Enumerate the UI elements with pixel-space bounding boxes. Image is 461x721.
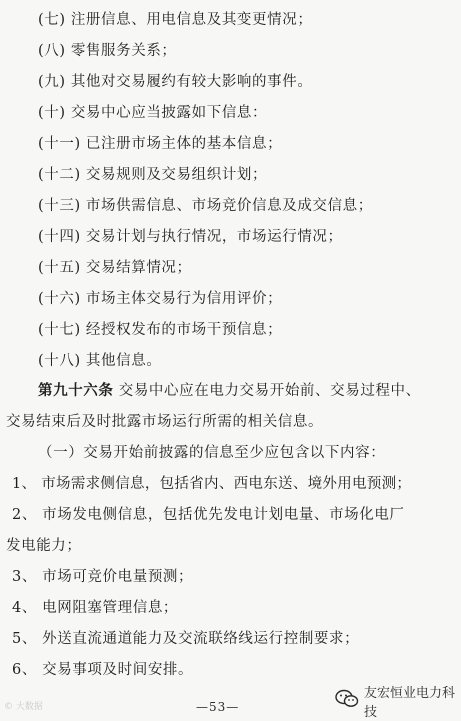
text-line: (八) 零售服务关系； [38,43,177,59]
text-line: 4、 电网阻塞管理信息； [12,600,179,616]
text-line: (九) 其他对交易履约有较大影响的事件。 [38,74,313,90]
text-line: 2、 市场发电侧信息，包括优先发电计划电量、市场化电厂 [12,507,405,523]
text-line: 5、 外送直流通道能力及交流联络线运行控制要求； [12,631,360,647]
wechat-icon [335,689,359,713]
text-line: (十七) 经授权发布的市场干预信息； [38,322,283,338]
watermark [335,686,461,720]
article-text: 交易中心应在电力交易开始前、交易过程中、 [118,383,421,399]
text-line: 1、 市场需求侧信息，包括省内、西电东送、境外用电预测； [12,476,412,492]
article-line [38,381,421,401]
text-line: 6、 交易事项及时间安排。 [12,662,194,678]
text-line: (七) 注册信息、用电信息及其变更情况； [38,12,313,28]
article-heading: 第九十六条 [38,382,114,399]
text-line: (十三) 市场供需信息、市场竞价信息及成交信息； [38,198,373,214]
text-line: （一）交易开始前披露的信息至少应包含以下内容： [38,445,386,461]
text-line: (十六) 市场主体交易行为信用评价； [38,291,283,307]
text-line: (十四) 交易计划与执行情况，市场运行情况； [38,229,343,245]
page-number: —53— [196,700,240,714]
text-line: 交易结束后及时批露市场运行所需的相关信息。 [6,414,324,430]
text-line: (十八) 其他信息。 [38,353,162,369]
watermark-text: 友宏恒业电力科技 [364,686,456,720]
text-line: (十) 交易中心应当披露如下信息： [38,105,268,121]
text-line: (十二) 交易规则及交易组织计划； [38,167,268,183]
text-line: 发电能力； [6,538,82,554]
text-line: (十五) 交易结算情况； [38,260,192,276]
text-line: (十一) 已注册市场主体的基本信息； [38,136,283,152]
text-line: 3、 市场可竞价电量预测； [12,569,194,585]
footer-source: © 大数据 [4,702,43,712]
